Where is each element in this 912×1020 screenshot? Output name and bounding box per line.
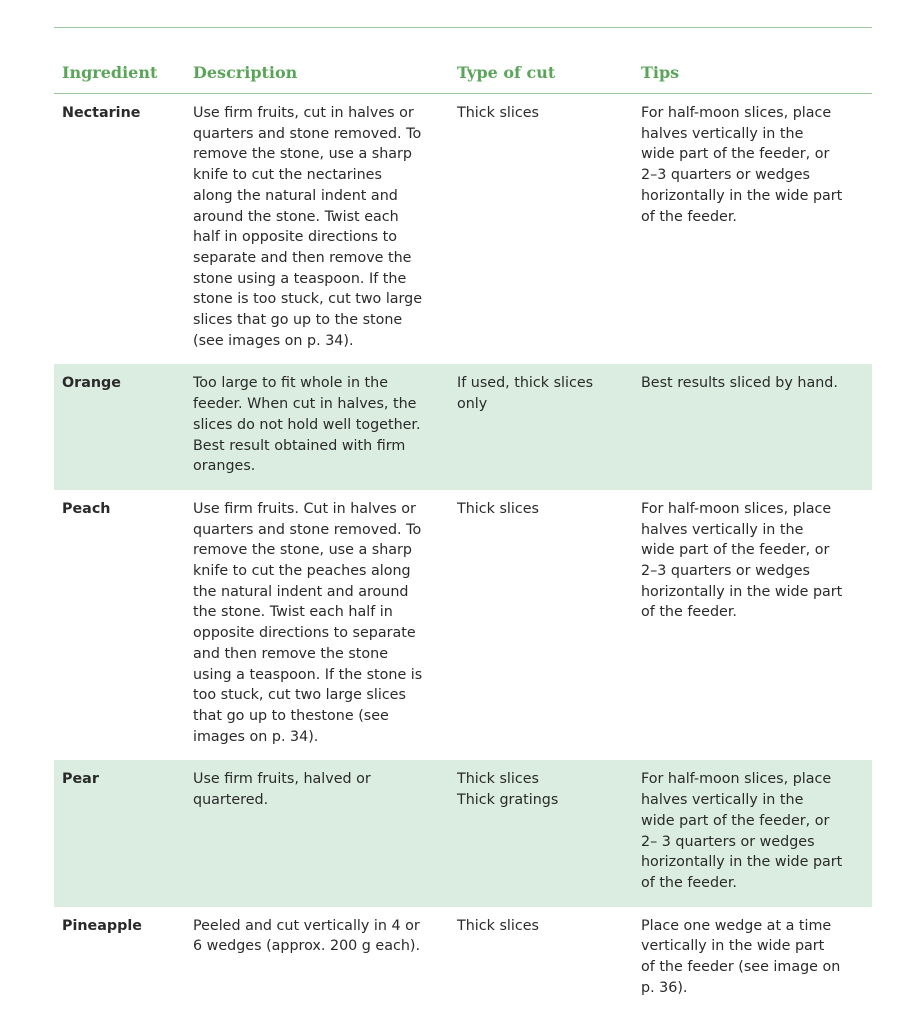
table-row-peach [54,490,872,760]
tips-cell: Place one wedge at a time vertically in the wide part of the feeder (see image on p. 36). [641,917,841,996]
description-cell: Use firm fruits, halved or quartered. [185,760,449,906]
cut-cell: Thick slices Thick gratings [449,760,633,906]
tips-cell: For half-moon slices, place halves vertically in the wide part of the feeder, or 2–3 quarters or wedges horizontally in the wide part of the feeder. [641,500,843,621]
ingredient-cell: Orange [54,364,185,490]
cut-cell: Thick slices [457,500,539,517]
ingredient-cell: Nectarine [62,105,141,121]
cut-cell: If used, thick slices only [449,364,633,490]
tips-cell: For half-moon slices, place halves vertically in the wide part of the feeder, or 2–3 quarters or wedges horizontally in the wide part of the feeder. [641,105,843,225]
table-row-orange [54,364,872,490]
table-row-nectarine [54,94,872,365]
tips-cell: Best results sliced by hand. [633,364,872,490]
description-cell: Use firm fruits. Cut in halves or quarters and stone removed. To remove the stone, use a sharp knife to cut the peaches along the natural indent and around the stone. Twist each half in opposite directions to separate and then remove the stone using a teaspoon. If the stone is too stuck, cut two large slices that go up to thestone (see images on p. 34). [193,500,423,745]
cut-cell: Thick slices [457,105,539,121]
description-cell: Too large to fit whole in the feeder. When cut in halves, the slices do not hold well together. Best result obtained with firm oranges. [185,364,449,490]
header-type-of-cut: Type of cut [449,48,633,94]
table-row-pineapple [54,907,872,1012]
top-divider [54,27,872,28]
table-row-pear [54,760,872,906]
tips-cell: For half-moon slices, place halves vertically in the wide part of the feeder, or 2– 3 quarters or wedges horizontally in the wide part of the feeder. [633,760,872,906]
header-tips: Tips [633,48,872,94]
description-cell: Use firm fruits, cut in halves or quarters and stone removed. To remove the stone, use a sharp knife to cut the nectarines along the natural indent and around the stone. Twist each half in opposite directions to separate and then remove the stone using a teaspoon. If the stone is too stuck, cut two large slices that go up to the stone (see images on p. 34). [193,105,423,349]
ingredient-cell: Peach [62,500,111,517]
fruit-preparation-table [54,48,872,1011]
ingredient-cell: Pear [54,760,185,906]
table-header-row [54,48,872,94]
ingredient-cell: Pineapple [62,917,142,934]
header-description: Description [185,48,449,94]
cut-cell: Thick slices [457,917,539,934]
header-ingredient: Ingredient [54,48,185,94]
description-cell: Peeled and cut vertically in 4 or 6 wedges (approx. 200 g each). [193,917,421,955]
